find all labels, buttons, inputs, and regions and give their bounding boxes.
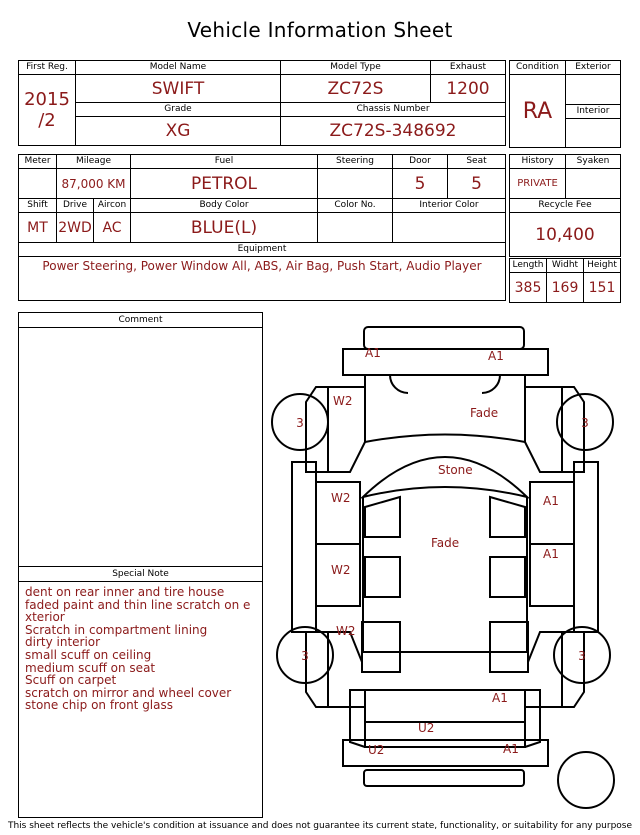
dimensions-table: [509, 258, 621, 303]
rear-left-fender-outline: [306, 632, 328, 707]
chassis-value: ZC72S-348692: [281, 117, 506, 146]
exhaust-label: Exhaust: [431, 61, 506, 75]
first-reg-year: 2015: [24, 89, 70, 110]
vehicle-info-table-spec: [18, 198, 506, 301]
interior-color-label: Interior Color: [393, 199, 506, 213]
exterior-label: Exterior: [566, 61, 621, 75]
right-front-window-outline: [490, 497, 525, 537]
front-right-fender-panel: [525, 387, 562, 472]
hood-outline: [365, 375, 525, 442]
mark-rear-fender-left: W2: [336, 624, 356, 638]
seat-value: 5: [448, 169, 506, 199]
comment-header: Comment: [19, 313, 262, 328]
exterior-value: [566, 75, 621, 105]
special-note-header: Special Note: [19, 567, 262, 582]
car-damage-diagram: [270, 322, 630, 822]
mark-windshield: Stone: [438, 463, 473, 477]
steering-value: [318, 169, 393, 199]
mileage-label: Mileage: [57, 155, 131, 169]
meter-label: Meter: [19, 155, 57, 169]
mark-roof: Fade: [431, 536, 460, 550]
page-title: Vehicle Information Sheet: [187, 18, 453, 42]
equipment-label: Equipment: [19, 243, 506, 257]
vehicle-info-table-top: [18, 60, 506, 146]
shift-value: MT: [19, 213, 57, 243]
rear-left-light: [350, 690, 365, 747]
rear-right-fender-outline: [562, 632, 584, 707]
mileage-value: 87,000 KM: [57, 169, 131, 199]
mark-rear-bumper-left: U2: [368, 743, 385, 757]
model-name-value: SWIFT: [76, 75, 281, 103]
front-grille-outline: [364, 327, 524, 349]
history-label: History: [510, 155, 566, 169]
meter-value: [19, 169, 57, 199]
right-quarter-window-outline: [490, 622, 528, 672]
recycle-fee-value: 10,400: [510, 213, 621, 257]
special-note-text: dent on rear inner and tire house faded paint and thin line scratch on e xterior Scratch in compartment lining dirty interior small scuff on ceiling medium scuff on seat Scuff on carpet scratch on mirror and wheel cover stone chip on front glass: [25, 585, 251, 713]
mark-front-door-right: A1: [543, 494, 559, 508]
width-value: 169: [547, 273, 584, 303]
body-color-label: Body Color: [131, 199, 318, 213]
interior-value: [566, 119, 621, 148]
vehicle-info-table-bottom: [18, 154, 506, 199]
fuel-label: Fuel: [131, 155, 318, 169]
special-note-box: [18, 566, 263, 818]
model-type-value: ZC72S: [281, 75, 431, 103]
exhaust-value: 1200: [431, 75, 506, 103]
chassis-label: Chassis Number: [281, 103, 506, 117]
first-reg-label: First Reg.: [19, 61, 76, 75]
left-quarter-window-outline: [362, 622, 400, 672]
mark-front-bumper-right: A1: [488, 349, 504, 363]
drive-value: 2WD: [57, 213, 94, 243]
left-side-sill: [292, 462, 316, 632]
condition-label: Condition: [510, 61, 566, 75]
aircon-label: Aircon: [94, 199, 131, 213]
right-rear-window-outline: [490, 557, 525, 597]
first-reg-value: [19, 75, 76, 146]
grade-value: XG: [76, 117, 281, 146]
interior-color-value: [393, 213, 506, 243]
history-value: PRIVATE: [510, 169, 566, 199]
height-label: Height: [584, 259, 621, 273]
mark-wheel-front-left: 3: [296, 416, 304, 430]
model-type-label: Model Type: [281, 61, 431, 75]
length-value: 385: [510, 273, 547, 303]
condition-grade: RA: [510, 75, 566, 148]
width-label: Widht: [547, 259, 584, 273]
model-name-label: Model Name: [76, 61, 281, 75]
mark-rear-door-right: A1: [543, 547, 559, 561]
mark-wheel-rear-left: 3: [301, 649, 309, 663]
seat-label: Seat: [448, 155, 506, 169]
mark-wheel-rear-right: 3: [578, 649, 586, 663]
mark-rear-door-left: W2: [331, 563, 351, 577]
door-label: Door: [393, 155, 448, 169]
comment-box: [18, 312, 263, 567]
mark-front-bumper-left: A1: [365, 346, 381, 360]
color-no-value: [318, 213, 393, 243]
mark-trunk-right: A1: [492, 691, 508, 705]
front-left-headlight: [390, 375, 408, 393]
spare-wheel: [558, 752, 614, 808]
right-side-sill: [574, 462, 598, 632]
syaken-label: Syaken: [566, 155, 621, 169]
left-front-window-outline: [365, 497, 400, 537]
syaken-value: [566, 169, 621, 199]
steering-label: Steering: [318, 155, 393, 169]
rear-valance-outline: [364, 770, 524, 786]
left-rear-window-outline: [365, 557, 400, 597]
history-table: [509, 154, 621, 257]
front-right-headlight: [482, 375, 500, 393]
fuel-value: PETROL: [131, 169, 318, 199]
right-front-door-outline: [530, 482, 574, 544]
mark-rear-bumper-right: A1: [503, 742, 519, 756]
drive-label: Drive: [57, 199, 94, 213]
mark-tailgate: U2: [418, 721, 435, 735]
aircon-value: AC: [94, 213, 131, 243]
length-label: Length: [510, 259, 547, 273]
mark-wheel-front-right: 3: [581, 416, 589, 430]
condition-table: [509, 60, 621, 148]
height-value: 151: [584, 273, 621, 303]
tailgate-lower-outline: [365, 722, 525, 747]
mark-front-door-left: W2: [331, 491, 351, 505]
first-reg-month: /2: [38, 110, 56, 131]
recycle-fee-label: Recycle Fee: [510, 199, 621, 213]
interior-label: Interior: [566, 105, 621, 119]
equipment-value: Power Steering, Power Window All, ABS, Air Bag, Push Start, Audio Player: [19, 257, 506, 301]
rear-left-fender-panel: [328, 632, 365, 707]
color-no-label: Color No.: [318, 199, 393, 213]
mark-hood: Fade: [470, 406, 499, 420]
body-color-value: BLUE(L): [131, 213, 318, 243]
mark-front-fender-left: W2: [333, 394, 353, 408]
shift-label: Shift: [19, 199, 57, 213]
grade-label: Grade: [76, 103, 281, 117]
disclaimer-footer: This sheet reflects the vehicle's condition at issuance and does not guarantee its current state, functionality, or suitability for any purpose: [7, 821, 633, 831]
door-value: 5: [393, 169, 448, 199]
rear-right-light: [525, 690, 540, 747]
